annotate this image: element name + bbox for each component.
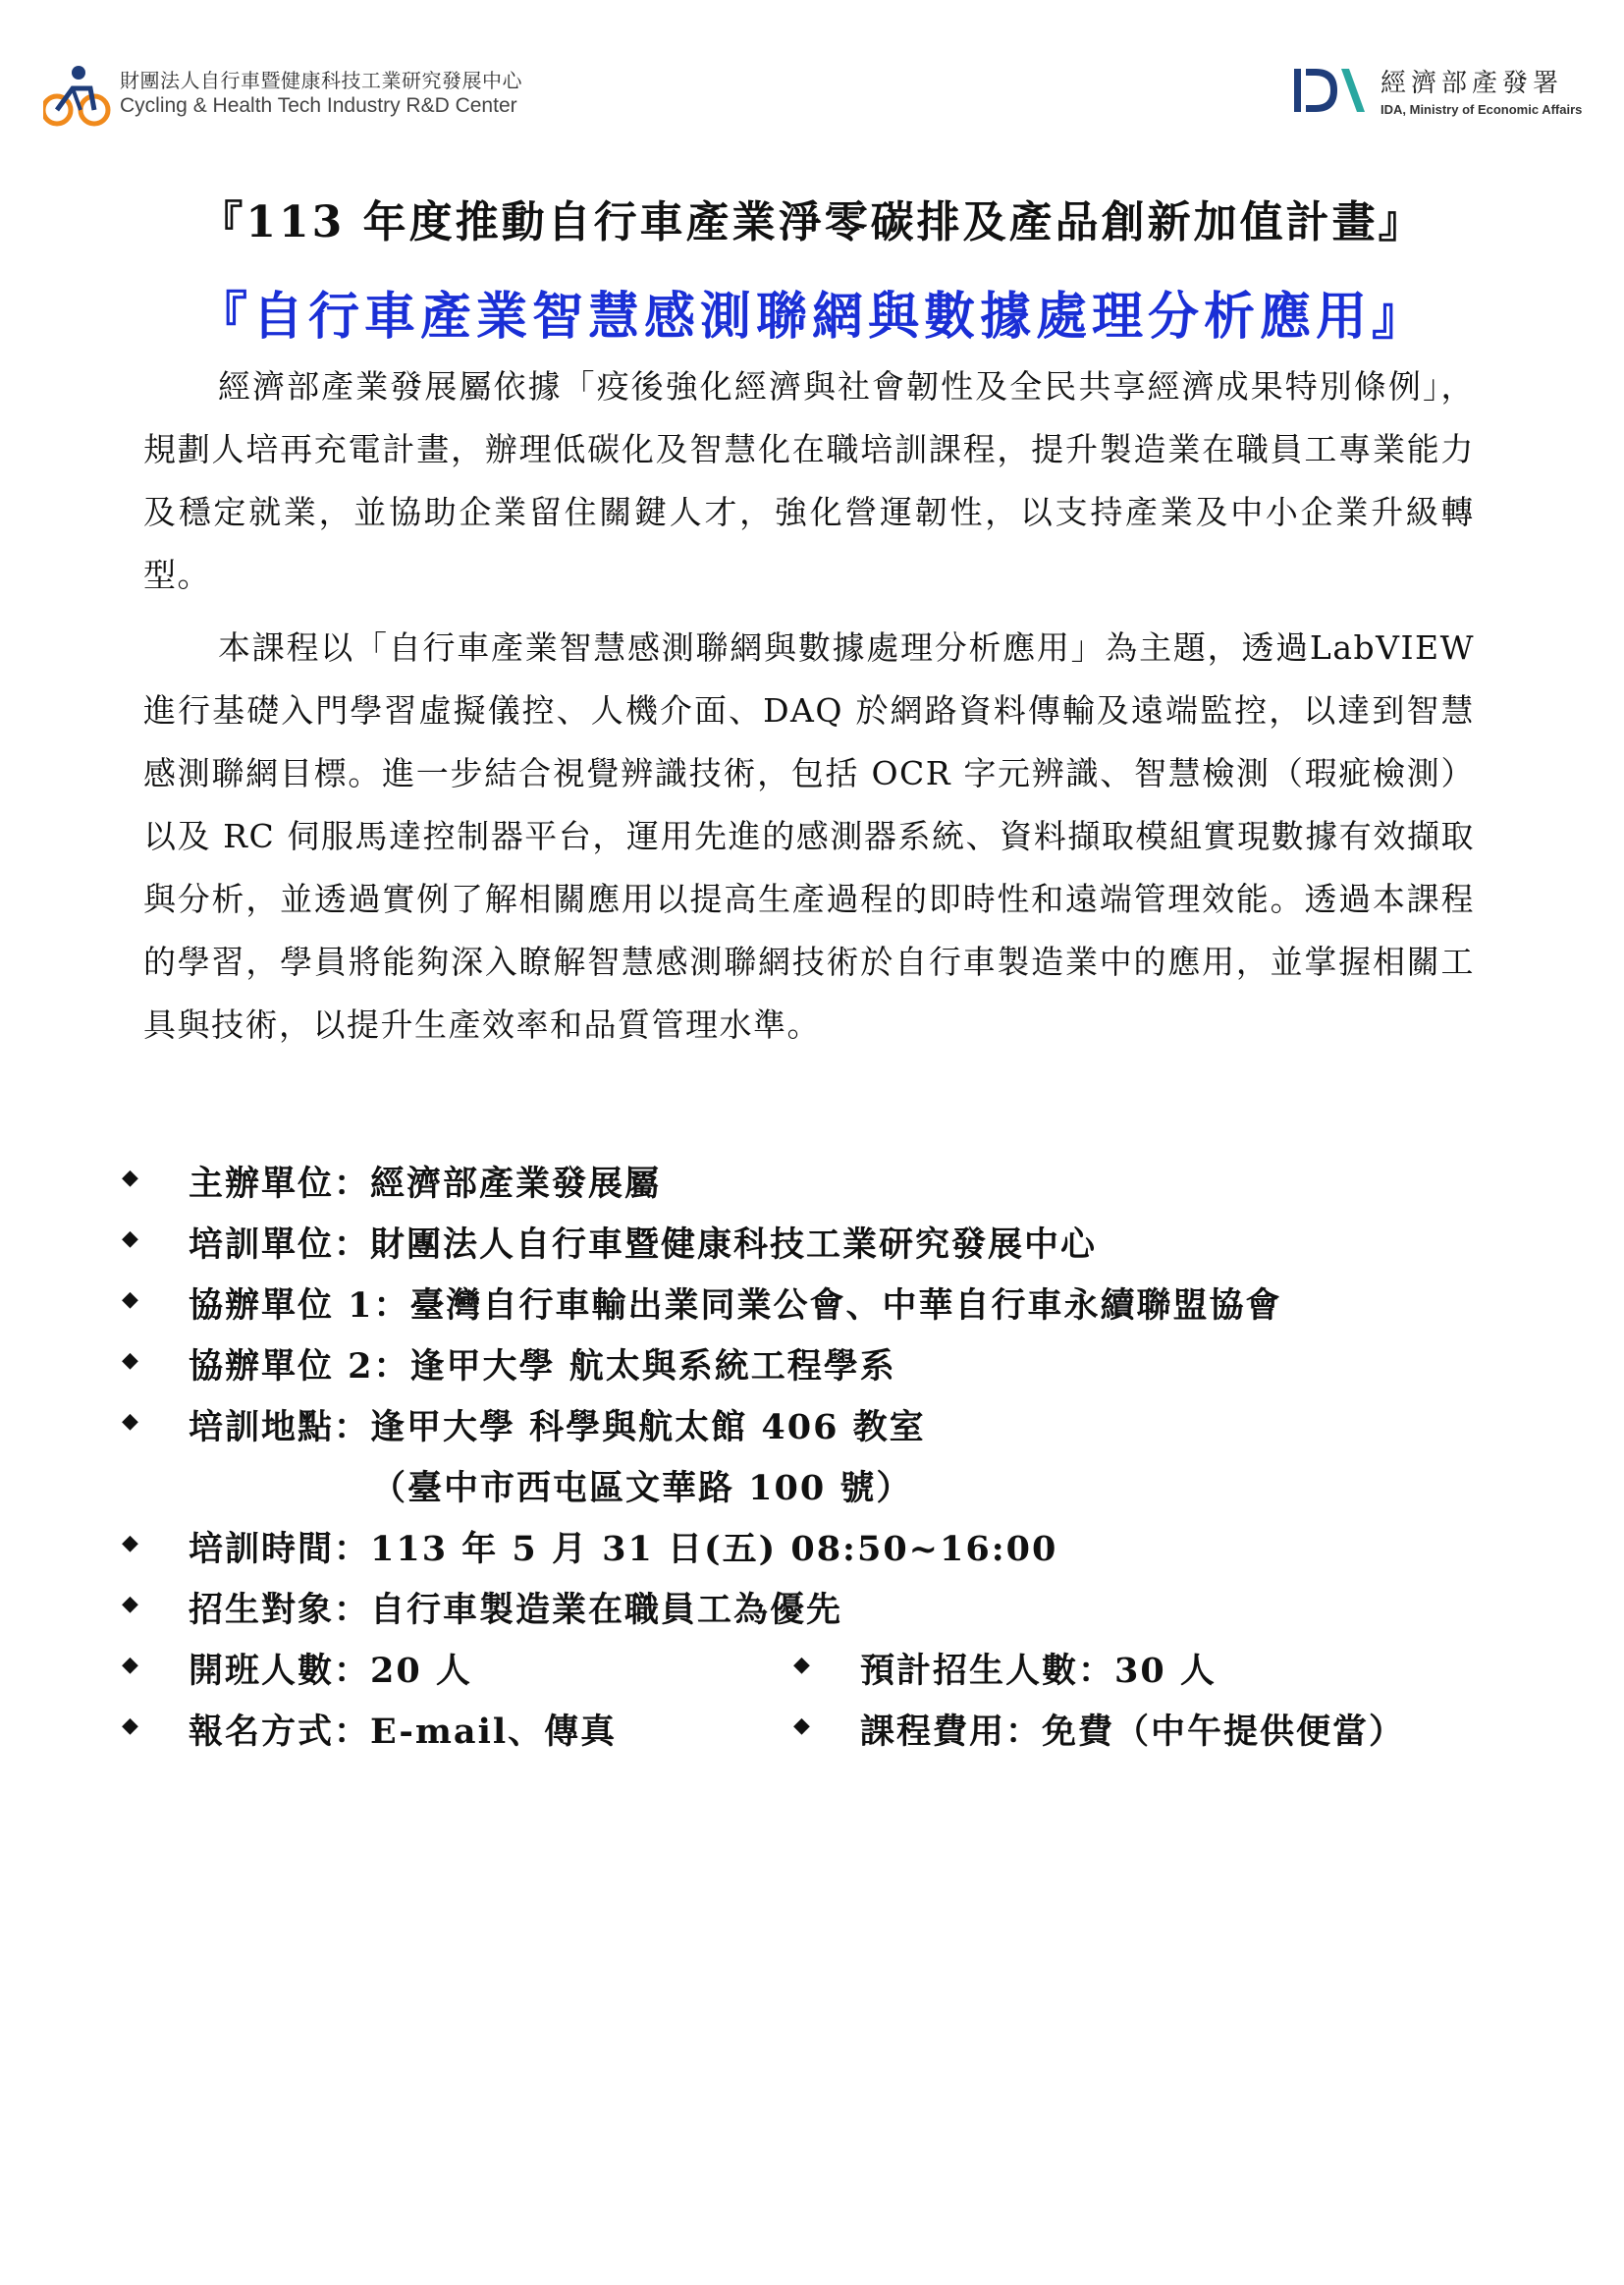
- organizer-text: 主辦單位：經濟部產業發展屬: [189, 1164, 662, 1204]
- signup-text: 報名方式：E-mail、傳真: [189, 1712, 618, 1752]
- ida-name-en: IDA, Ministry of Economic Affairs: [1380, 102, 1583, 117]
- ida-name-zh: 經濟部產發署: [1380, 69, 1564, 98]
- bullet-icon: ◆: [122, 1286, 140, 1312]
- org-header: [43, 55, 522, 134]
- bullet-icon: ◆: [122, 1347, 140, 1373]
- address-text: （臺中市西屯區文華路 100 號）: [371, 1468, 913, 1508]
- ida-header: [1292, 59, 1587, 128]
- bullet-icon: ◆: [122, 1408, 140, 1434]
- cycling-center-logo-icon: [43, 59, 118, 134]
- intro-paragraph: 經濟部產業發展屬依據「疫後強化經濟與社會韌性及全民共享經濟成果特別條例」，規劃人培再充電計畫，辦理低碳化及智慧化在職培訓課程，提升製造業在職員工專業能力及穩定就業，並協助企業留住關鍵人才，強化營運韌性，以支持產業及中小企業升級轉型。: [143, 367, 1475, 594]
- bullet-icon: ◆: [122, 1530, 140, 1555]
- co-organizer-1-text: 協辦單位 1：臺灣自行車輸出業同業公會、中華自行車永續聯盟協會: [189, 1285, 1282, 1326]
- target-text: 招生對象：自行車製造業在職員工為優先: [189, 1590, 843, 1630]
- co-organizer-2-text: 協辦單位 2：逢甲大學 航太與系統工程學系: [189, 1346, 896, 1387]
- expected-enrollment-text: 預計招生人數：30 人: [860, 1651, 1217, 1691]
- bullet-icon: ◆: [122, 1591, 140, 1616]
- time-text: 培訓時間：113 年 5 月 31 日(五) 08:50~16:00: [189, 1529, 1058, 1569]
- org-name-en: Cycling & Health Tech Industry R&D Center: [120, 94, 517, 117]
- program-title: 『113 年度推動自行車產業淨零碳排及產品創新加值計畫』: [199, 197, 1425, 247]
- fee-text: 課程費用：免費（中午提供便當）: [860, 1712, 1406, 1752]
- bullet-icon: ◆: [122, 1713, 140, 1738]
- course-title: 『自行車產業智慧感測聯網與數據處理分析應用』: [195, 287, 1428, 347]
- bullet-icon: ◆: [793, 1713, 812, 1738]
- location-text: 培訓地點：逢甲大學 科學與航太館 406 教室: [189, 1407, 926, 1447]
- bullet-icon: ◆: [122, 1165, 140, 1190]
- min-class-text: 開班人數：20 人: [189, 1651, 472, 1691]
- bullet-icon: ◆: [122, 1652, 140, 1677]
- org-name-zh: 財團法人自行車暨健康科技工業研究發展中心: [120, 69, 522, 92]
- bullet-icon: ◆: [793, 1652, 812, 1677]
- ida-logo-icon: [1292, 65, 1367, 116]
- bullet-icon: ◆: [122, 1225, 140, 1251]
- trainer-text: 培訓單位：財團法人自行車暨健康科技工業研究發展中心: [189, 1224, 1098, 1265]
- course-description-paragraph: 本課程以「自行車產業智慧感測聯網與數據處理分析應用」為主題，透過LabVIEW 進行基礎入門學習虛擬儀控、人機介面、DAQ 於網路資料傳輸及遠端監控，以達到智慧感測聯網目標。進一步結合視覺辨識技術，包括 OCR 字元辨識、智慧檢測（瑕疵檢測）以及 RC 伺服馬達控制器平台，運用先進的感測器系統、資料擷取模組實現數據有效擷取與分析，並透過實例了解相關應用以提高生產過程的即時性和遠端管理效能。透過本課程的學習，學員將能夠深入瞭解智慧感測聯網技術於自行車製造業中的應用，並掌握相關工具與技術，以提升生產效率和品質管理水準。: [143, 628, 1475, 1044]
